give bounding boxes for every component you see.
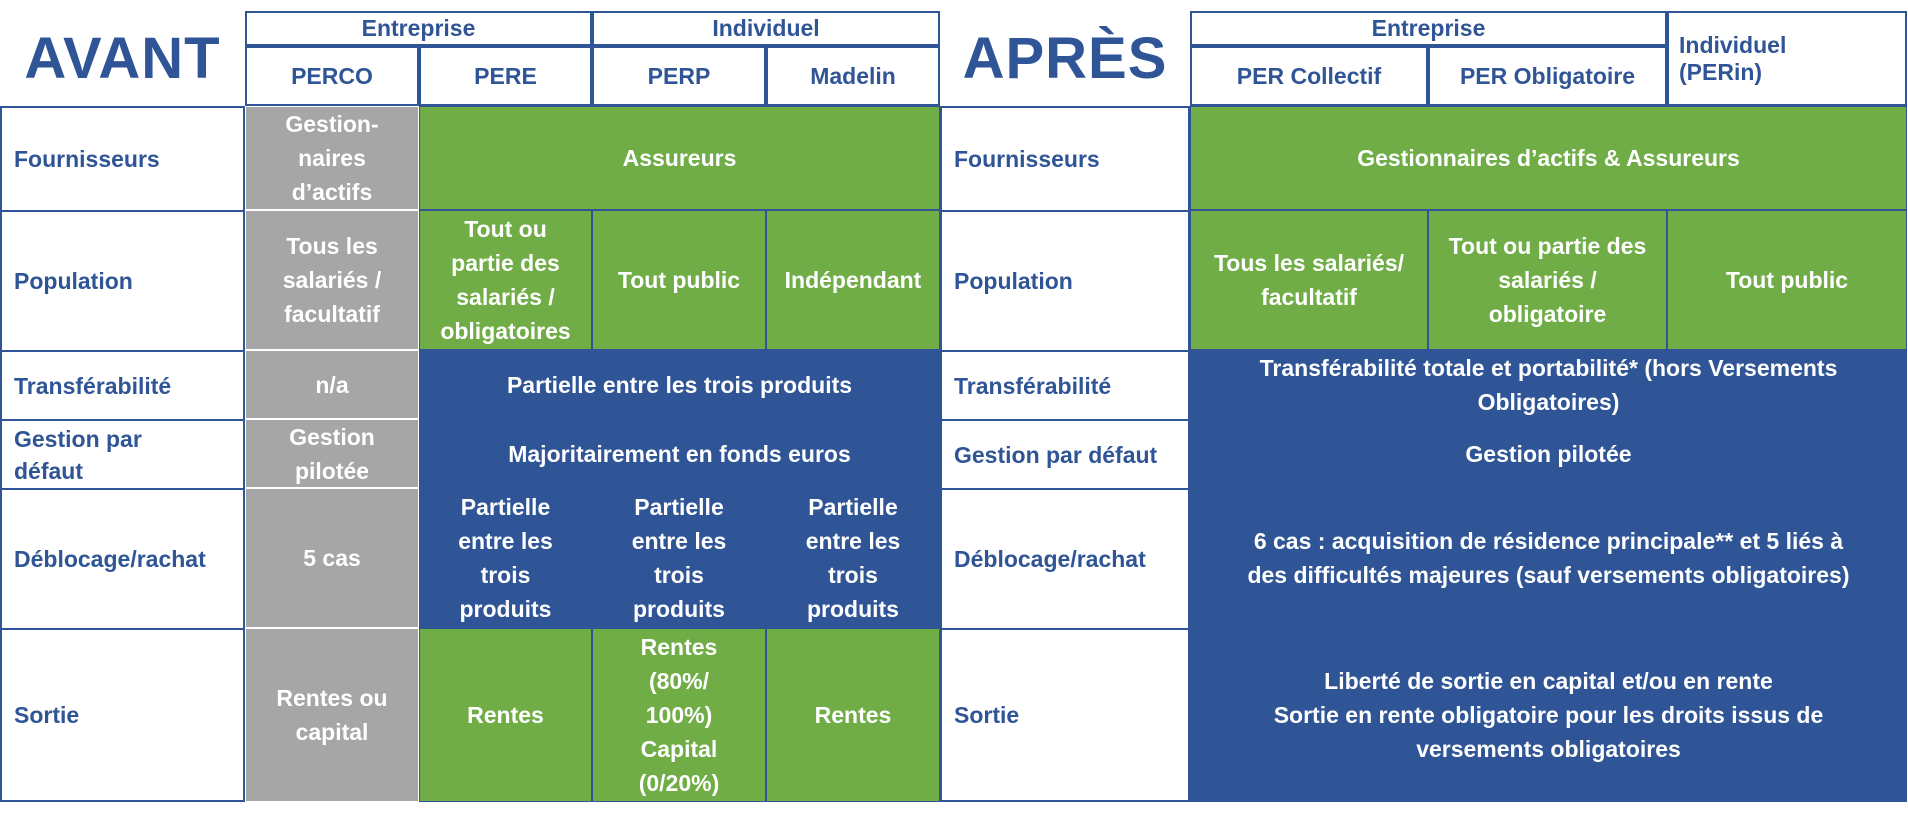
product-pere: PERE (419, 46, 592, 106)
perp-sortie: Rentes (80%/ 100%) Capital (0/20%) (592, 628, 766, 802)
pere-population: Tout ou partie des salariés / obligatoires (419, 210, 592, 350)
apres-group-individuel: Individuel (PERin) (1667, 11, 1907, 106)
row-label-deblocage: Déblocage/rachat (0, 488, 245, 628)
avant-group-entreprise: Entreprise (245, 11, 592, 46)
apres-transferabilite: Transférabilité totale et portabilité* (hors Versements Obligatoires) (1190, 350, 1907, 419)
avant-fournisseurs: Assureurs (419, 106, 940, 210)
perco-gestion: Gestion pilotée (245, 419, 419, 488)
comparison-table (0, 11, 1907, 802)
perco-population: Tous les salariés / facultatif (245, 210, 419, 350)
pere-sortie: Rentes (419, 628, 592, 802)
row-label-transferabilite: Transférabilité (0, 350, 245, 419)
pere-deblocage: Partielle entre les trois produits (419, 488, 592, 628)
row-label-deblocage-apres: Déblocage/rachat (940, 488, 1190, 628)
madelin-sortie: Rentes (766, 628, 940, 802)
apres-sortie: Liberté de sortie en capital et/ou en rente Sortie en rente obligatoire pour les droits issus de versements obligatoires (1190, 628, 1907, 802)
product-perco: PERCO (245, 46, 419, 106)
perin-population: Tout public (1667, 210, 1907, 350)
row-label-fournisseurs: Fournisseurs (0, 106, 245, 210)
product-madelin: Madelin (766, 46, 940, 106)
avant-gestion: Majoritairement en fonds euros (419, 419, 940, 488)
product-perp: PERP (592, 46, 766, 106)
apres-group-entreprise: Entreprise (1190, 11, 1667, 46)
avant-title: AVANT (0, 11, 245, 106)
perco-fournisseurs: Gestion- naires d’actifs (245, 106, 419, 210)
madelin-population: Indépendant (766, 210, 940, 350)
product-per-collectif: PER Collectif (1190, 46, 1428, 106)
apres-deblocage: 6 cas : acquisition de résidence principale** et 5 liés à des difficultés majeures (sauf versements obligatoires) (1190, 488, 1907, 628)
per-obligatoire-population: Tout ou partie des salariés / obligatoire (1428, 210, 1667, 350)
per-collectif-population: Tous les salariés/ facultatif (1190, 210, 1428, 350)
row-label-population: Population (0, 210, 245, 350)
row-label-gestion: Gestion par défaut (0, 419, 245, 488)
apres-gestion: Gestion pilotée (1190, 419, 1907, 488)
row-label-fournisseurs-apres: Fournisseurs (940, 106, 1190, 210)
perco-transferabilite: n/a (245, 350, 419, 419)
avant-transferabilite: Partielle entre les trois produits (419, 350, 940, 419)
avant-group-individuel: Individuel (592, 11, 940, 46)
perp-deblocage: Partielle entre les trois produits (592, 488, 766, 628)
perp-population: Tout public (592, 210, 766, 350)
madelin-deblocage: Partielle entre les trois produits (766, 488, 940, 628)
row-label-sortie: Sortie (0, 628, 245, 802)
perco-sortie: Rentes ou capital (245, 628, 419, 802)
row-label-transferabilite-apres: Transférabilité (940, 350, 1190, 419)
row-label-gestion-apres: Gestion par défaut (940, 419, 1190, 488)
row-label-sortie-apres: Sortie (940, 628, 1190, 802)
product-per-obligatoire: PER Obligatoire (1428, 46, 1667, 106)
apres-title: APRÈS (940, 11, 1190, 106)
perco-deblocage: 5 cas (245, 488, 419, 628)
apres-fournisseurs: Gestionnaires d’actifs & Assureurs (1190, 106, 1907, 210)
row-label-population-apres: Population (940, 210, 1190, 350)
